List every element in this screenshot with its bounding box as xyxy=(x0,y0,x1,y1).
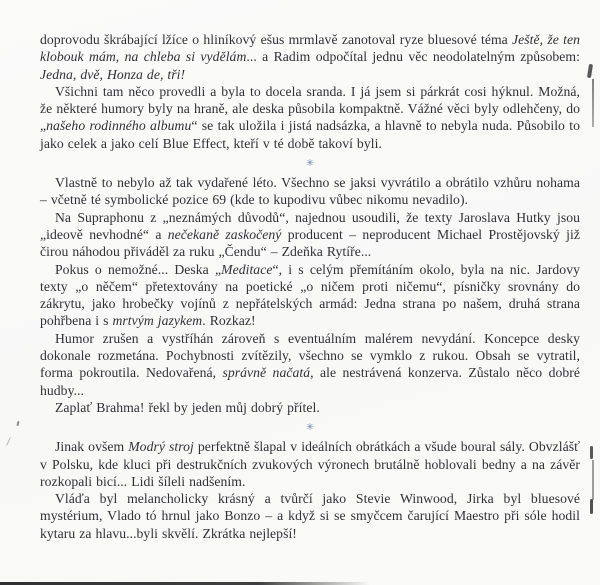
text-run: perfektně šlapal v ideálních obrátkách a všude boural sály. Obvzlášť v Polsku, kde kluci při destrukčních zvukových výronech brutálně hoblovali bedny a na závěr rozkopali bicí... Lidi šíleli nadšením. xyxy=(40,439,581,489)
paragraph xyxy=(40,399,580,416)
paragraph xyxy=(40,261,580,330)
scan-artifact-left-slash xyxy=(6,437,11,446)
italic-text-run: správně načatá xyxy=(222,365,311,381)
italic-text-run: nečekaně zaskočený xyxy=(167,226,282,242)
text-run: . Rozkaz! xyxy=(202,313,256,329)
scan-artifact-right-blob-2 xyxy=(590,499,593,514)
text-run: “ se tak uložila i jistá nadsázka, a hlavně to nebyla nuda. Působilo to jako celek a jako celí Blue Effect, kteří v té době takoví byli. xyxy=(40,118,580,151)
paragraph xyxy=(40,31,580,83)
text-run: ... a Radim odpočítal jednu věc neodolatelným způsobem: xyxy=(246,49,580,65)
paragraph xyxy=(40,174,580,209)
scan-artifact-right-hook xyxy=(587,64,593,78)
scan-artifact-left-speck xyxy=(16,421,19,426)
italic-text-run: Meditace xyxy=(221,261,273,277)
paragraph xyxy=(40,83,580,152)
text-run: Vlastně to nebylo až tak vydařené léto. Všechno se jaksi vyvrátilo a obrátilo vzhůru nohama – včetně té symbolické pozice 69 (kde to kupodivu vůbec nikomu nevadilo). xyxy=(40,175,580,208)
scan-artifact-right-edge-line-1 xyxy=(592,79,594,127)
asterisk-icon: ✳ xyxy=(305,421,314,433)
asterisk-icon: ✳ xyxy=(305,157,314,169)
text-run: producent – neproducent Michael Prostějovský již čirou náhodou přiváděl za ruku „Čendu“ – Zdeňka Rytíře... xyxy=(40,226,580,260)
text-run: “, i s celým přemítáním okolo, byla na nic. Jardovy texty „o něčem“ přetextovány na poetické „o ničem proti ničemu“, písničky srovnány do zákrytu, jako hrobečky vojínů z nepřátelských armád: Jedna strana po našem, druhá strana pohřbena i s xyxy=(40,261,580,329)
italic-text-run: Jedna, dvě, Honza de, tři! xyxy=(40,66,186,82)
paragraph xyxy=(40,438,580,490)
italic-text-run: mrtvým jazykem xyxy=(112,313,203,329)
page-text xyxy=(40,31,580,542)
text-run: Pokus o nemožné... Deska „ xyxy=(55,261,222,277)
section-separator xyxy=(40,416,580,438)
italic-text-run: našeho rodinného albumu xyxy=(46,118,192,134)
section-separator xyxy=(40,152,580,174)
text-run: , ale nestrávená konzerva. Zůstalo něco dobré hudby... xyxy=(40,365,580,398)
text-run: Jinak ovšem xyxy=(55,439,129,455)
italic-text-run: Modrý stroj xyxy=(128,439,194,455)
paragraph xyxy=(40,209,580,261)
text-run: Na Supraphonu z „neznámých důvodů“, najednou usoudili, že texty Jaroslava Hutky jsou „ideově nevhodné“ a xyxy=(40,209,580,242)
text-run: Vláďa byl melancholicky krásný a tvůrčí jako Stevie Winwood, Jirka byl bluesové mystérium, Vlado tó hrnul jako Bonzo – a když si se smyčcem čarující Maestro při sóle hodil kytaru za hlavu...byli skvělí. Zkrátka nejlepší! xyxy=(40,491,580,541)
text-run: Všichni tam něco provedli a byla to docela sranda. I já jsem si párkrát cosi hýknul. Možná, že některé humory byly na hraně, ale deska působila kompaktně. Vážné věci byly odlehčeny, do „ xyxy=(40,83,580,134)
text-run: Humor zrušen a vystříhán zároveň s eventuálním malérem nevydání. Koncepce desky dokonale rozmetána. Pochybnosti zvítězily, všechno se vymklo z rukou. Obsah se vytratil, forma pokroutila. Nedovařená, xyxy=(40,330,580,381)
scan-artifact-right-edge-line-2 xyxy=(592,460,594,500)
scan-artifact-right-blob-1 xyxy=(590,446,593,459)
paragraph xyxy=(40,490,580,542)
text-run: doprovodu škrábající lžíce o hliníkový ešus mrmlavě zanotoval ryze bluesové téma xyxy=(40,32,513,47)
text-run: Zaplať Brahma! řekl by jeden můj dobrý přítel. xyxy=(55,399,320,415)
paragraph xyxy=(40,330,580,399)
italic-text-run: Ještě, že ten klobouk mám, na chleba si vydělám xyxy=(40,32,580,65)
